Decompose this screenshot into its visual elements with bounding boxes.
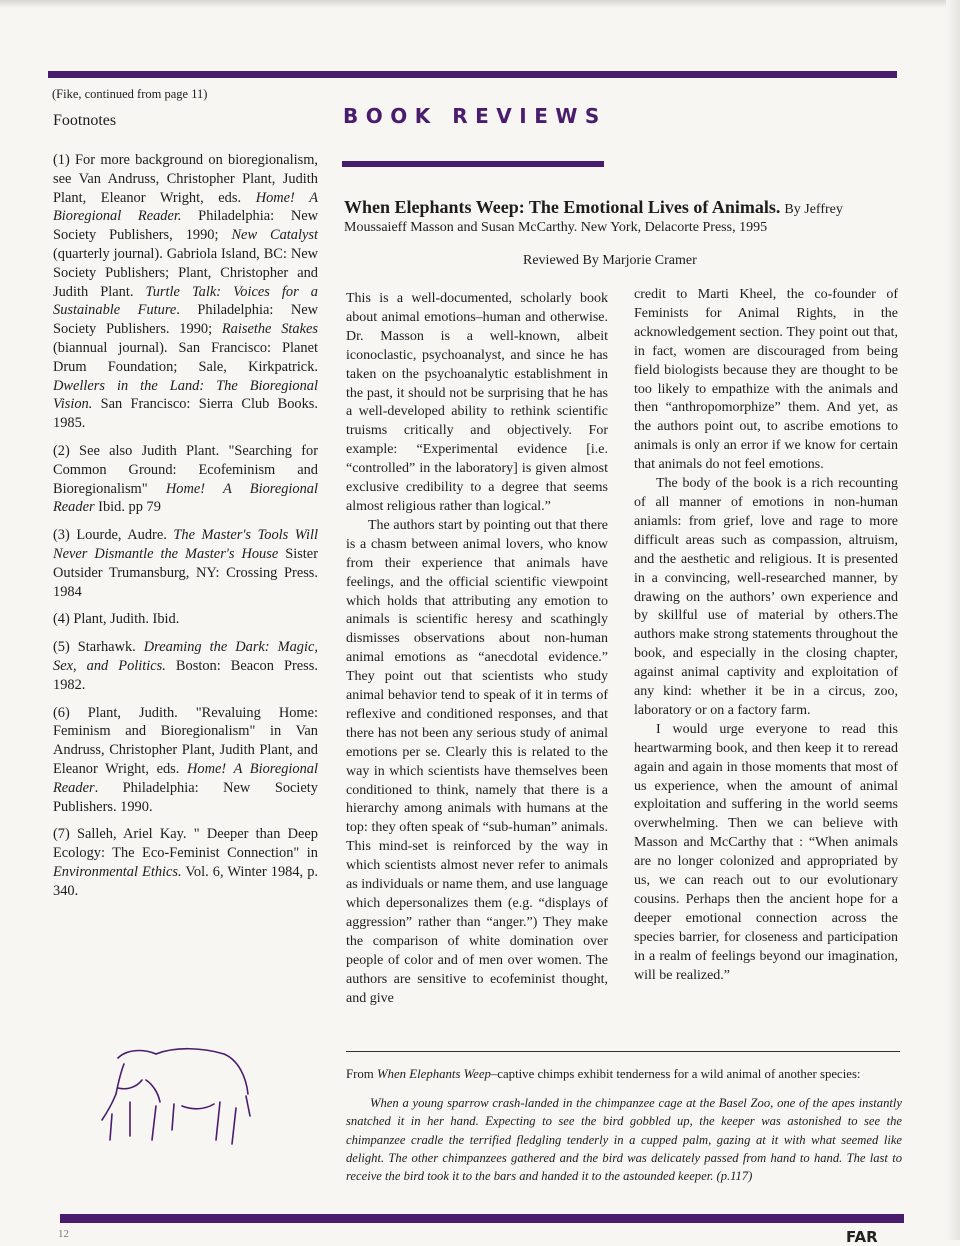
footnote-3: (3) Lourde, Audre. The Master's Tools Will Never Dismantle the Master's House Sister Outsider Trumansburg, NY: Crossing Press. 1984 bbox=[53, 527, 318, 600]
review-paragraph: The body of the book is a rich recounting of all manner of emotions in non-human aniamls: from grief, love and rage to more difficult areas such as compassion, altruism, and the aesthetic and religious. It is presented in a convincing, well-researched manner, by drawing on the authors’ own experience and by skillful use of material by others.The authors make strong statements throughout the book, and especially in the closing chapter, against animal captivity and exploitation of any kind: whether it be in a circus, zoo, laboratory or on a factory farm. bbox=[634, 476, 898, 718]
book-author-inline: By Jeffrey bbox=[784, 202, 843, 217]
footnote-4: (4) Plant, Judith. Ibid. bbox=[53, 611, 180, 628]
review-column-right bbox=[634, 286, 898, 986]
quote-divider bbox=[346, 1051, 900, 1052]
section-rule bbox=[342, 161, 604, 167]
continued-note: (Fike, continued from page 11) bbox=[52, 87, 208, 101]
footnote-1: (1) For more background on bioregionalism, see Van Andruss, Christopher Plant, Judith Plant, Eleanor Wright, eds. Home! A Bioregional Reader. Philadelphia: New Society Publishers, 1990; New Catalyst (quarterly journal). Gabriola Island, BC: New Society Publishers; Plant, Christopher and Judith Plant. Turtle Talk: Voices for a Sustainable Future. Philadelphia: New Society Publishers. 1990; Raisethe Stakes (biannual journal). San Francisco: Planet Drum Foundation; Sale, Kirkpatrick. Dwellers in the Land: The Bioregional Vision. San Francisco: Sierra Club Books. 1985. bbox=[53, 152, 319, 432]
review-paragraph: credit to Marti Kheel, the co-founder of Feminists for Animal Rights, in the acknowledgement section. They point out that, in fact, women are discouraged from being field biologists because they are thought to be too likely to empathize with the animals and then “anthropomorphize” them. And yet, as the authors point out, to ascribe emotions to animals is only an error if we know for certain that animals do not feel emotions. bbox=[634, 287, 898, 473]
corner-mark: FAR bbox=[846, 1228, 878, 1246]
scan-edge bbox=[0, 0, 960, 8]
section-title: BOOK REVIEWS bbox=[343, 104, 607, 128]
review-column-left bbox=[346, 290, 608, 1008]
book-citation bbox=[344, 197, 900, 236]
quote-body: When a young sparrow crash-landed in the chimpanzee cage at the Basel Zoo, one of the apes instantly snatched it in her hand. Expecting to see the bird gobbled up, the keeper was astonished to see the chimpanzee cradle the terrified fledgling tenderly in a cupped palm, gazing at it with what seemed like delight. The other chimpanzees gathered and the bird was delicately passed from hand to hand. The last to receive the bird took it to the bars and handed it to the astounded keeper. (p.117) bbox=[346, 1096, 902, 1184]
review-paragraph: I would urge everyone to read this heartwarming book, and then keep it to reread again and again in those moments that most of us experience, when the amount of animal exploitation and suffering in the world seems overwhelming. Then we can believe with Masson and McCarthy that : “When animals are no longer colonized and appropriated by us, we can reach out to our evolutionary cousins. Perhaps then the ancient hope for a deeper emotional connection across the species barrier, for closeness and participation in a realm of feelings beyond our imagination, will be realized.” bbox=[634, 721, 898, 983]
footnotes-heading: Footnotes bbox=[53, 112, 117, 129]
page-edge-shadow bbox=[946, 0, 960, 1240]
elephant-illustration bbox=[96, 1044, 262, 1150]
book-title: When Elephants Weep: The Emotional Lives of Animals. bbox=[344, 197, 781, 217]
reviewer-credit: Reviewed By Marjorie Cramer bbox=[523, 253, 697, 268]
top-rule bbox=[48, 71, 897, 78]
review-paragraph: The authors start by pointing out that there is a chasm between animal lovers, who know from their experience that animals have feelings, and the official scientific viewpoint which holds that attributing any emotion to animals is scientific heresy and scathingly dismisses observations about non-human animal emotions as “anecdotal evidence.” They point out that scientists who study animal behavior tend to speak of it in terms of reflexive and conditioned responses, and that there has not been any serious study of animal emotions per se. Clearly this is related to the way in which scientists have themselves been conditioned to think, namely that there is a hierarchy among animals with humans at the top: they often speak of “sub-human” animals. This mind-set is reinforced by the way in which scientists almost never refer to animals as individuals or name them, and use language which depersonalizes them (e.g. “displays of aggression” rather than “anger.”) They make the comparison of white domination over people of color and of men over women. The authors are sensitive to ecofeminist thought, and give bbox=[346, 517, 608, 1006]
footnote-6: (6) Plant, Judith. "Revaluing Home: Feminism and Bioregionalism" in Van Andruss, Christopher Plant, Judith Plant, and Eleanor Wright, eds. Home! A Bioregional Reader. Philadelphia: New Society Publishers. 1990. bbox=[53, 704, 318, 815]
footnote-7: (7) Salleh, Ariel Kay. " Deeper than Deep Ecology: The Eco-Feminist Connection" in Environmental Ethics. Vol. 6, Winter 1984, p. 340. bbox=[53, 826, 318, 899]
review-paragraph: This is a well-documented, scholarly book about animal emotions–human and otherwise. Dr. Masson is a well-known, albeit iconoclastic, psychoanalyst, and since he has taken on the psychoanalytic establishment in the past, it should not be surprising that he has a well-developed ability to rethink scientific truisms critically and objectively. For example: “Experimental evidence [i.e. “controlled” in the laboratory] is given almost exclusive credibility to a degree that seems almost religious rather than logical.” bbox=[346, 291, 608, 514]
page-number: 12 bbox=[58, 1228, 69, 1240]
quote-intro: From When Elephants Weep–captive chimps exhibit tenderness for a wild animal of another species: bbox=[346, 1067, 861, 1081]
footnote-2: (2) See also Judith Plant. "Searching for Common Ground: Ecofeminism and Bioregionalism" Home! A Bioregional Reader Ibid. pp 79 bbox=[53, 442, 318, 516]
book-publication: Moussaieff Masson and Susan McCarthy. New York, Delacorte Press, 1995 bbox=[344, 220, 768, 235]
footnotes-list bbox=[53, 151, 318, 909]
bottom-rule bbox=[60, 1214, 904, 1223]
footnote-5: (5) Starhawk. Dreaming the Dark: Magic, Sex, and Politics. Boston: Beacon Press. 1982. bbox=[53, 639, 318, 693]
